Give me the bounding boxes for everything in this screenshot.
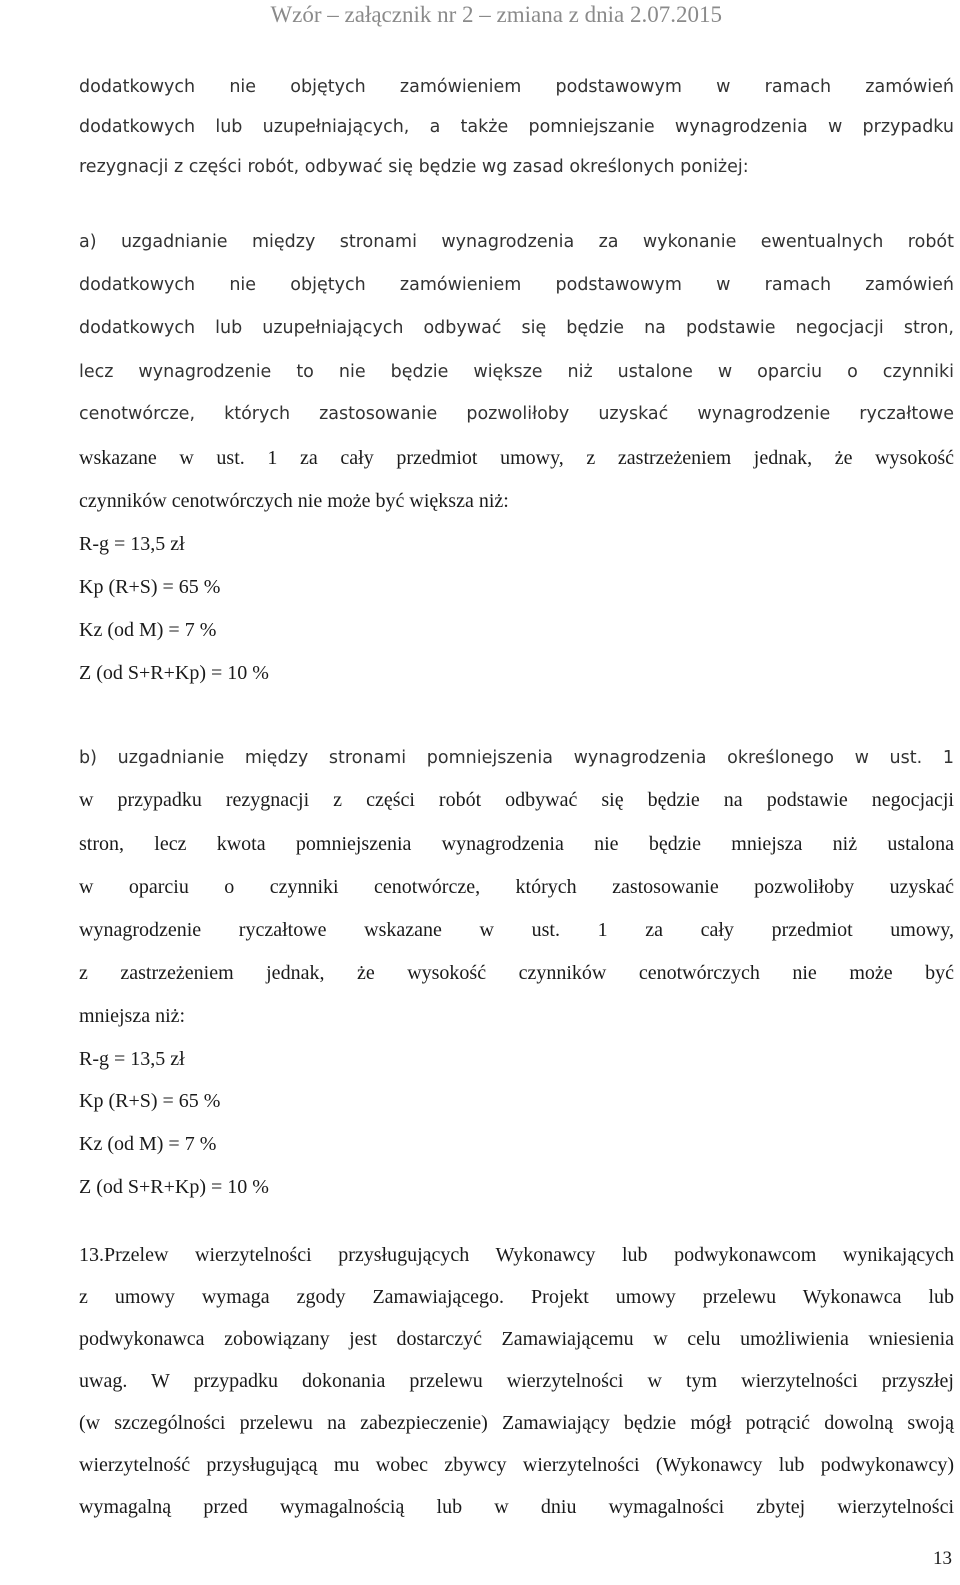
section-b-line-1: b) uzgadnianie między stronami pomniejszenia wynagrodzenia określonego w ust. 1 bbox=[79, 748, 954, 768]
section-a-formula-kz: Kz (od M) = 7 % bbox=[79, 619, 217, 641]
section-b-formula-z: Z (od S+R+Kp) = 10 % bbox=[79, 1176, 269, 1198]
section-b-line-4: w oparciu o czynniki cenotwórcze, których zastosowanie pozwoliłoby uzyskać bbox=[79, 876, 954, 898]
section-a-line-3: dodatkowych lub uzupełniających odbywać się będzie na podstawie negocjacji stron, bbox=[79, 318, 954, 338]
section-a-formula-kp: Kp (R+S) = 65 % bbox=[79, 576, 221, 598]
intro-line-2: dodatkowych lub uzupełniających, a także pomniejszanie wynagrodzenia w przypadku bbox=[79, 117, 954, 137]
page-number: 13 bbox=[933, 1548, 952, 1569]
section-b-line-7: mniejsza niż: bbox=[79, 1005, 186, 1027]
section-a-formula-z: Z (od S+R+Kp) = 10 % bbox=[79, 662, 269, 684]
section-a-line-1: a) uzgadnianie między stronami wynagrodzenia za wykonanie ewentualnych robót bbox=[79, 232, 954, 252]
section-13-line-7: wymagalną przed wymagalnością lub w dniu wymagalności zbytej wierzytelności bbox=[79, 1496, 954, 1518]
intro-line-1: dodatkowych nie objętych zamówieniem podstawowym w ramach zamówień bbox=[79, 77, 954, 97]
section-a-line-7: czynników cenotwórczych nie może być większa niż: bbox=[79, 490, 509, 512]
document-header: Wzór – załącznik nr 2 – zmiana z dnia 2.07.2015 bbox=[270, 2, 722, 27]
section-a-formula-rg: R-g = 13,5 zł bbox=[79, 533, 185, 555]
section-b-formula-kp: Kp (R+S) = 65 % bbox=[79, 1090, 221, 1112]
intro-line-3: rezygnacji z części robót, odbywać się będzie wg zasad określonych poniżej: bbox=[79, 157, 749, 177]
section-b-line-6: z zastrzeżeniem jednak, że wysokość czynników cenotwórczych nie może być bbox=[79, 962, 954, 984]
section-13-line-4: uwag. W przypadku dokonania przelewu wierzytelności w tym wierzytelności przyszłej bbox=[79, 1370, 954, 1392]
section-13-line-1: 13.Przelew wierzytelności przysługujących Wykonawcy lub podwykonawcom wynikających bbox=[79, 1244, 954, 1266]
section-b-line-5: wynagrodzenie ryczałtowe wskazane w ust. 1 za cały przedmiot umowy, bbox=[79, 919, 954, 941]
section-a-line-6: wskazane w ust. 1 za cały przedmiot umowy, z zastrzeżeniem jednak, że wysokość bbox=[79, 447, 954, 469]
section-a-line-2: dodatkowych nie objętych zamówieniem podstawowym w ramach zamówień bbox=[79, 275, 954, 295]
section-b-line-2: w przypadku rezygnacji z części robót odbywać się będzie na podstawie negocjacji bbox=[79, 789, 954, 811]
section-13-line-2: z umowy wymaga zgody Zamawiającego. Projekt umowy przelewu Wykonawca lub bbox=[79, 1286, 954, 1308]
section-13-line-5: (w szczególności przelewu na zabezpieczenie) Zamawiający będzie mógł potrącić dowolną swoją bbox=[79, 1412, 954, 1434]
section-13-line-3: podwykonawca zobowiązany jest dostarczyć Zamawiającemu w celu umożliwienia wniesienia bbox=[79, 1328, 954, 1350]
section-a-line-4: lecz wynagrodzenie to nie będzie większe niż ustalone w oparciu o czynniki bbox=[79, 362, 954, 382]
section-b-formula-kz: Kz (od M) = 7 % bbox=[79, 1133, 217, 1155]
section-a-line-5: cenotwórcze, których zastosowanie pozwoliłoby uzyskać wynagrodzenie ryczałtowe bbox=[79, 404, 954, 424]
section-13-line-6: wierzytelność przysługującą mu wobec zbywcy wierzytelności (Wykonawcy lub podwykonawcy) bbox=[79, 1454, 954, 1476]
section-b-formula-rg: R-g = 13,5 zł bbox=[79, 1048, 185, 1070]
section-b-line-3: stron, lecz kwota pomniejszenia wynagrodzenia nie będzie mniejsza niż ustalona bbox=[79, 833, 954, 855]
